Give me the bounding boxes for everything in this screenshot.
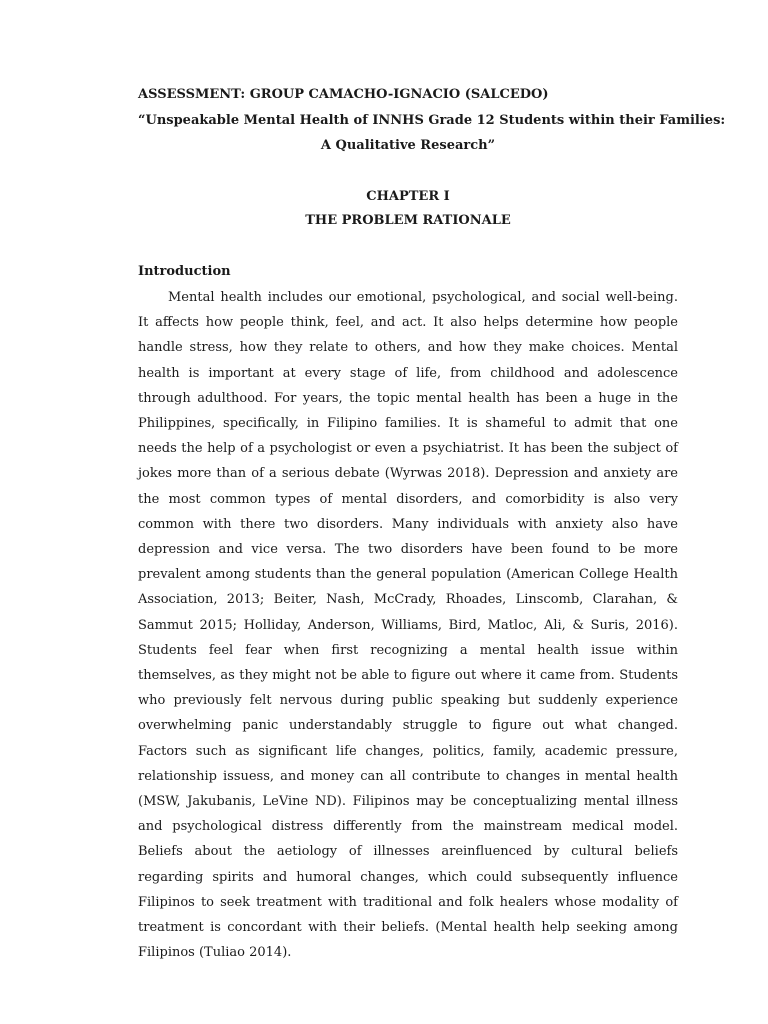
research-title-line-2: A Qualitative Research” [320, 138, 496, 153]
assessment-header: ASSESSMENT: GROUP CAMACHO-IGNACIO (SALCEDO) [138, 87, 549, 102]
research-title-line-1: “Unspeakable Mental Health of INNHS Grade 12 Students within their Families: [138, 113, 726, 128]
chapter-number: CHAPTER I [366, 189, 450, 204]
section-heading: Introduction [138, 264, 231, 279]
chapter-name: THE PROBLEM RATIONALE [305, 213, 511, 228]
introduction-paragraph: Mental health includes our emotional, psychological, and social well-being. It affects how people think, feel, and act. It also helps determine how people handle stress, how they relate to others, and how they make choices. Mental health is important at every stage of life, from childhood and adolescence through adulthood. For years, the topic mental health has been a huge in the Philippines, specifically, in Filipino families. It is shameful to admit that one needs the help of a psychologist or even a psychiatrist. It has been the subject of jokes more than of a serious debate (Wyrwas 2018). Depression and anxiety are the most common types of mental disorders, and comorbidity is also very common with there two disorders. Many individuals with anxiety also have depression and vice versa. The two disorders have been found to be more prevalent among students than the general population (American College Health Association, 2013; Beiter, Nash, McCrady, Rhoades, Linscomb, Clarahan, & Sammut 2015; Holliday, Anderson, Williams, Bird, Matloc, Ali, & Suris, 2016). Students feel fear when first recognizing a mental health issue within themselves, as they might not be able to figure out where it came from. Students who previously felt nervous during public speaking but suddenly experience overwhelming panic understandably struggle to figure out what changed. Factors such as significant life changes, politics, family, academic pressure, relationship issuess, and money can all contribute to changes in mental health (MSW, Jakubanis, LeVine ND). Filipinos may be conceptualizing mental illness and psychological distress differently from the mainstream medical model. Beliefs about the aetiology of illnesses areinfluenced by cultural beliefs regarding spirits and humoral changes, which could subsequently influence Filipinos to seek treatment with traditional and folk healers whose modality of treatment is concordant with their beliefs. (Mental health help seeking among Filipinos (Tuliao 2014). [138, 290, 678, 961]
